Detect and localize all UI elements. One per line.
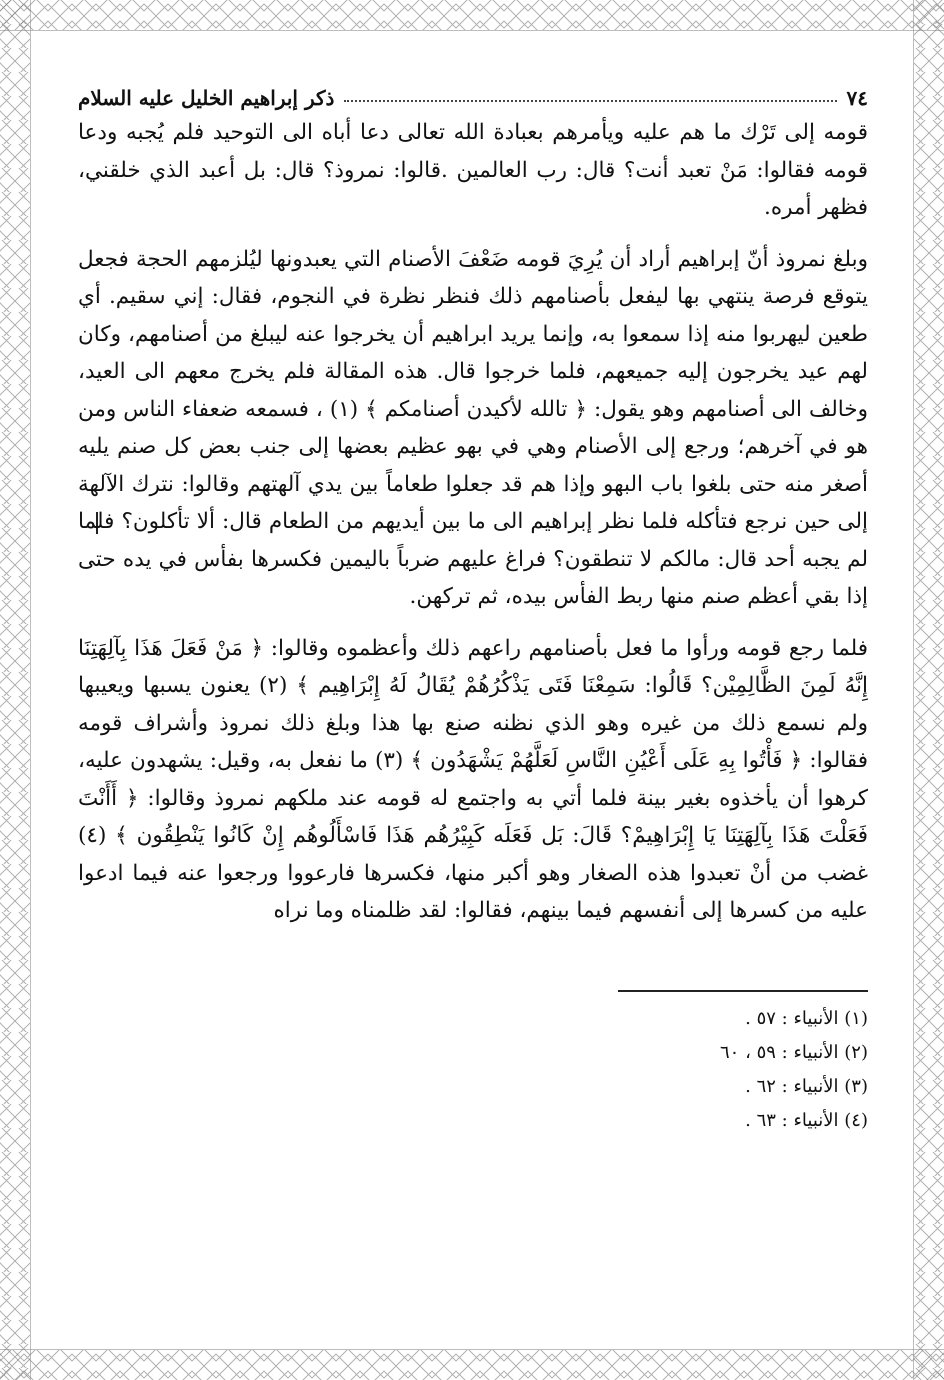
- running-title: ذكر إبراهيم الخليل عليه السلام: [78, 86, 335, 110]
- paragraph-3: فلما رجع قومه ورأوا ما فعل بأصنامهم راعهم ذلك وأعظموه وقالوا: ﴿ مَنْ فَعَلَ هَذَا بِآلِهَتِنَا إِنَّهُ لَمِنَ الظَّالِمِيْن؟ قَالُوا: سَمِعْنَا فَتَى يَذْكُرُهُمْ يُقَالُ لَهُ إِبْرَاهِيم ﴾ (٢) يعنون يسبها ويعيبها ولم نسمع ذلك من غيره وهو الذي نظنه صنع بها هذا وبلغ ذلك نمروذ وأشراف قومه فقالوا: ﴿ فَأْتُوا بِهِ عَلَى أَعْيُنِ النَّاسِ لَعَلَّهُمْ يَشْهَدُون ﴾ (٣) ما نفعل به، وقيل: يشهدون عليه، كرهوا أن يأخذوه بغير بينة فلما أتي به واجتمع له قومه عند ملكهم نمروذ وقالوا: ﴿ أَأَنْتَ فَعَلْتَ هَذَا بِآلِهَتِنَا يَا إِبْرَاهِيمْ؟ قَالَ: بَل فَعَلَه كَبِيْرُهُم هَذَا فَاسْأَلُوهُم إِنْ كَانُوا يَنْطِقُون ﴾ (٤) غضب من أنْ تعبدوا هذه الصغار وهو أكبر منها، فكسرها فارعووا ورجعوا عنه فيما ادعوا عليه من كسرها إلى أنفسهم فيما بينهم، فقالوا: لقد ظلمناه وما نراه: [78, 635, 868, 923]
- decorative-border-bottom: [0, 1349, 944, 1380]
- page-number: ٧٤: [846, 86, 868, 110]
- running-header: [78, 70, 868, 110]
- footnote-3: (٣) الأنبياء : ٦٢ .: [745, 1075, 868, 1097]
- footnote-1: (١) الأنبياء : ٥٧ .: [745, 1007, 868, 1029]
- decorative-border-left: [0, 0, 31, 1380]
- footnote-2: (٢) الأنبياء : ٥٩ ، ٦٠: [720, 1041, 868, 1063]
- footnote-4: (٤) الأنبياء : ٦٣ .: [745, 1109, 868, 1131]
- decorative-border-top: [0, 0, 944, 31]
- header-dotted-leader: [344, 99, 836, 102]
- decorative-border-right: [913, 0, 944, 1380]
- book-page: [78, 70, 868, 1320]
- paragraph-2: وبلغ نمروذ أنّ إبراهيم أراد أن يُرِيَ قومه ضَعْفَ الأصنام التي يعبدونها ليُلزمهم الحجة فجعل يتوقع فرصة ينتهي بها ليفعل بأصنامهم ذلك فنظر نظرة في النجوم، فقال: إني سقيم. أي طعين ليهربوا منه إذا سمعوا به، وإنما يريد ابراهيم أن يخرجوا عنه ليبلغ من أصنامهم، وكان لهم عيد يخرجون إليه جميعهم، فلما خرجوا قال. هذه المقالة فلم يخرج معهم الى العيد، وخالف الى أصنامهم وهو يقول: ﴿ تالله لأكيدن أصنامكم ﴾ (١) ، فسمعه ضعفاء الناس ومن هو في آخرهم؛ ورجع إلى الأصنام وهي في بهو عظيم بعضها إلى جنب بعض كل صنم يليه أصغر منه حتى بلغوا باب البهو وإذا هم قد جعلوا طعاماً بين يدي آلهتهم وقالوا: نترك الآلهة إلى حين نرجع فتأكله فلما نظر إبراهيم الى ما بين أيديهم من الطعام قال: ألا تأكلون؟ فلما لم يجبه أحد قال: مالكم لا تنطقون؟ فراغ عليهم ضرباً باليمين فكسرها بفأس في يده حتى إذا بقي أعظم صنم منها ربط الفأس بيده، ثم تركهن.: [78, 246, 868, 609]
- footnotes: [78, 1002, 868, 1138]
- paragraph-1: قومه إلى تَرْك ما هم عليه ويأمرهم بعبادة الله تعالى دعا أباه الى التوحيد فلم يُجبه ودعا قومه فقالوا: مَنْ تعبد أنت؟ قال: رب العالمين .قالوا: نمروذ؟ قال: بل أعبد الذي خلقني، فظهر أمره.: [78, 120, 868, 220]
- footnote-separator: [618, 990, 868, 992]
